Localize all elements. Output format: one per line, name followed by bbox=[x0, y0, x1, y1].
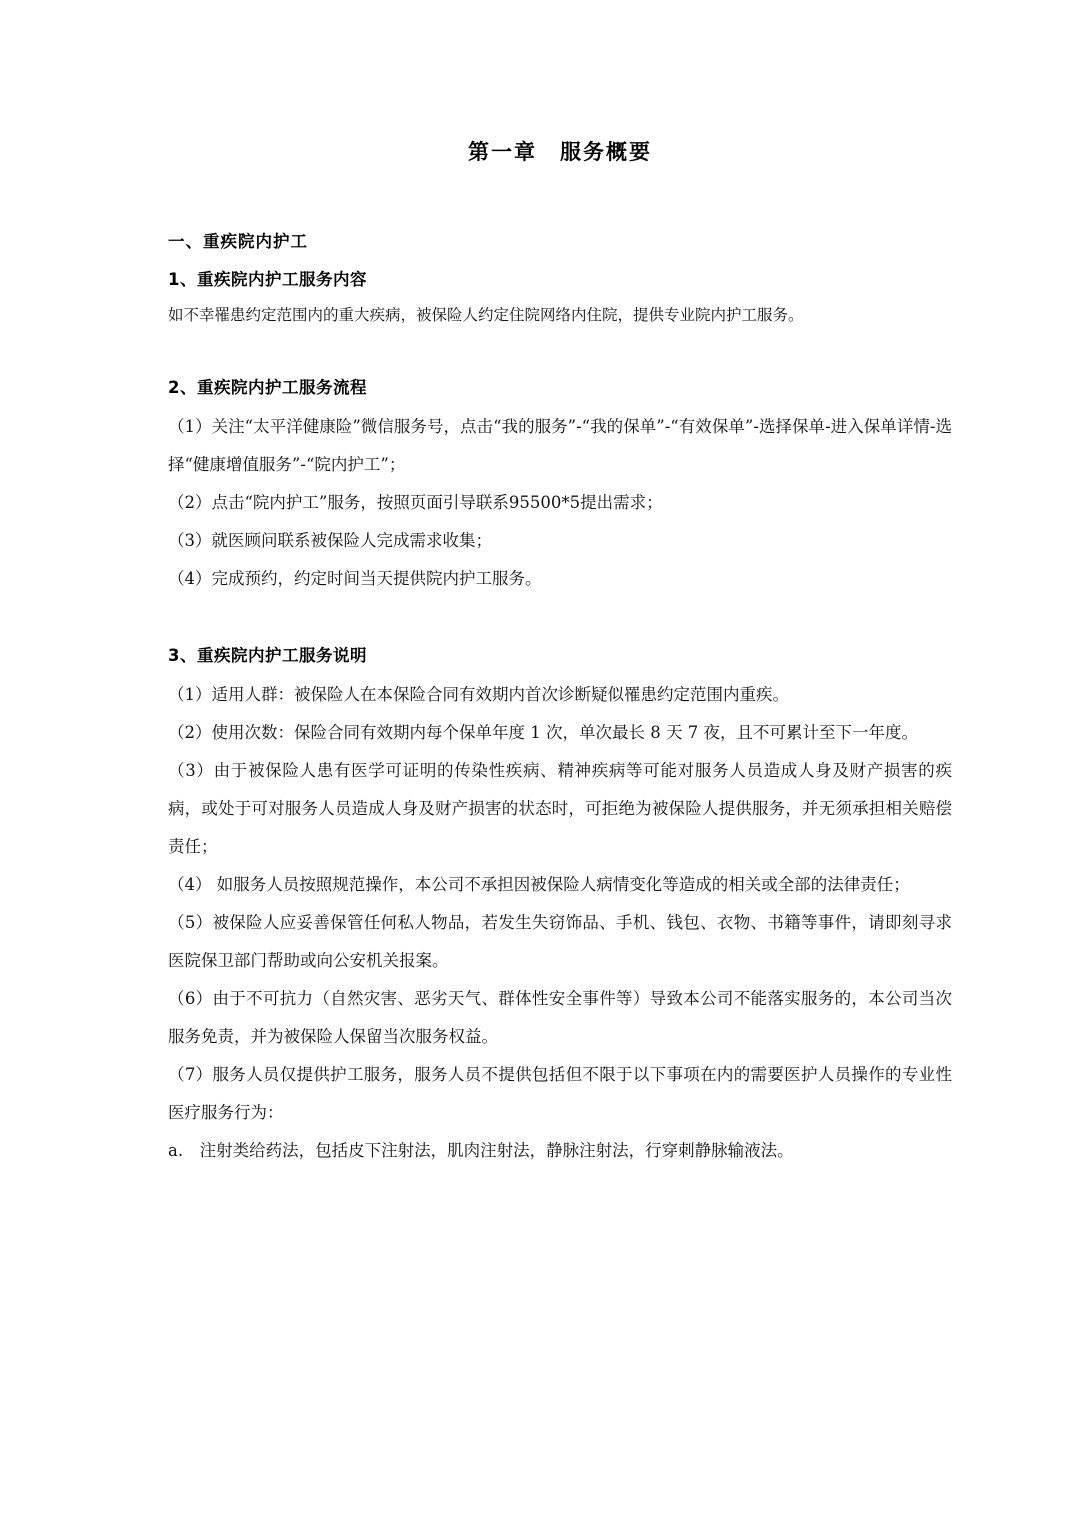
list-item: （5）被保险人应妥善保管任何私人物品，若发生失窃饰品、手机、钱包、衣物、书籍等事件，请即刻寻求医院保卫部门帮助或向公安机关报案。 bbox=[168, 913, 952, 970]
list-item: （3）由于被保险人患有医学可证明的传染性疾病、精神疾病等可能对服务人员造成人身及财产损害的疾病，或处于可对服务人员造成人身及财产损害的状态时，可拒绝为被保险人提供服务，并无须承担相关赔偿责任； bbox=[168, 761, 952, 856]
list-item: （1）适用人群：被保险人在本保险合同有效期内首次诊断疑似罹患约定范围内重疾。 bbox=[168, 685, 789, 704]
gap-after-1-2 bbox=[168, 598, 952, 642]
page-title: 第一章 服务概要 bbox=[468, 140, 652, 164]
list-item: （2）点击“院内护工”服务，按照页面引导联系95500*5提出需求； bbox=[168, 493, 663, 512]
subsection-body-1-1: 如不幸罹患约定范围内的重大疾病，被保险人约定住院网络内住院，提供专业院内护工服务。 bbox=[168, 306, 804, 324]
subsection-heading-1-1: 1、重疾院内护工服务内容 bbox=[168, 270, 367, 289]
list-item: a. 注射类给药法，包括皮下注射法，肌肉注射法，静脉注射法，行穿刺静脉输液法。 bbox=[168, 1141, 794, 1160]
list-item: （4） 如服务人员按照规范操作，本公司不承担因被保险人病情变化等造成的相关或全部的法律责任； bbox=[168, 875, 910, 894]
subsection-heading-1-3: 3、重疾院内护工服务说明 bbox=[168, 646, 367, 665]
title-spacer bbox=[168, 166, 952, 228]
gap-after-1-1 bbox=[168, 330, 952, 374]
subsection-heading-1-2: 2、重疾院内护工服务流程 bbox=[168, 378, 367, 397]
list-item: （4）完成预约，约定时间当天提供院内护工服务。 bbox=[168, 569, 542, 588]
list-item: （3）就医顾问联系被保险人完成需求收集； bbox=[168, 531, 492, 550]
section-heading-1: 一、重疾院内护工 bbox=[168, 232, 308, 251]
list-item: （7）服务人员仅提供护工服务，服务人员不提供包括但不限于以下事项在内的需要医护人员操作的专业性医疗服务行为： bbox=[168, 1065, 952, 1122]
list-item: （6）由于不可抗力（自然灾害、恶劣天气、群体性安全事件等）导致本公司不能落实服务的，本公司当次服务免责，并为被保险人保留当次服务权益。 bbox=[168, 989, 952, 1046]
list-item: （2）使用次数：保险合同有效期内每个保单年度 1 次，单次最长 8 天 7 夜，且不可累计至下一年度。 bbox=[168, 723, 918, 742]
list-item: （1）关注“太平洋健康险”微信服务号，点击“我的服务”-“我的保单”-“有效保单”-选择保单-进入保单详情-选择“健康增值服务”-“院内护工”； bbox=[168, 417, 952, 474]
